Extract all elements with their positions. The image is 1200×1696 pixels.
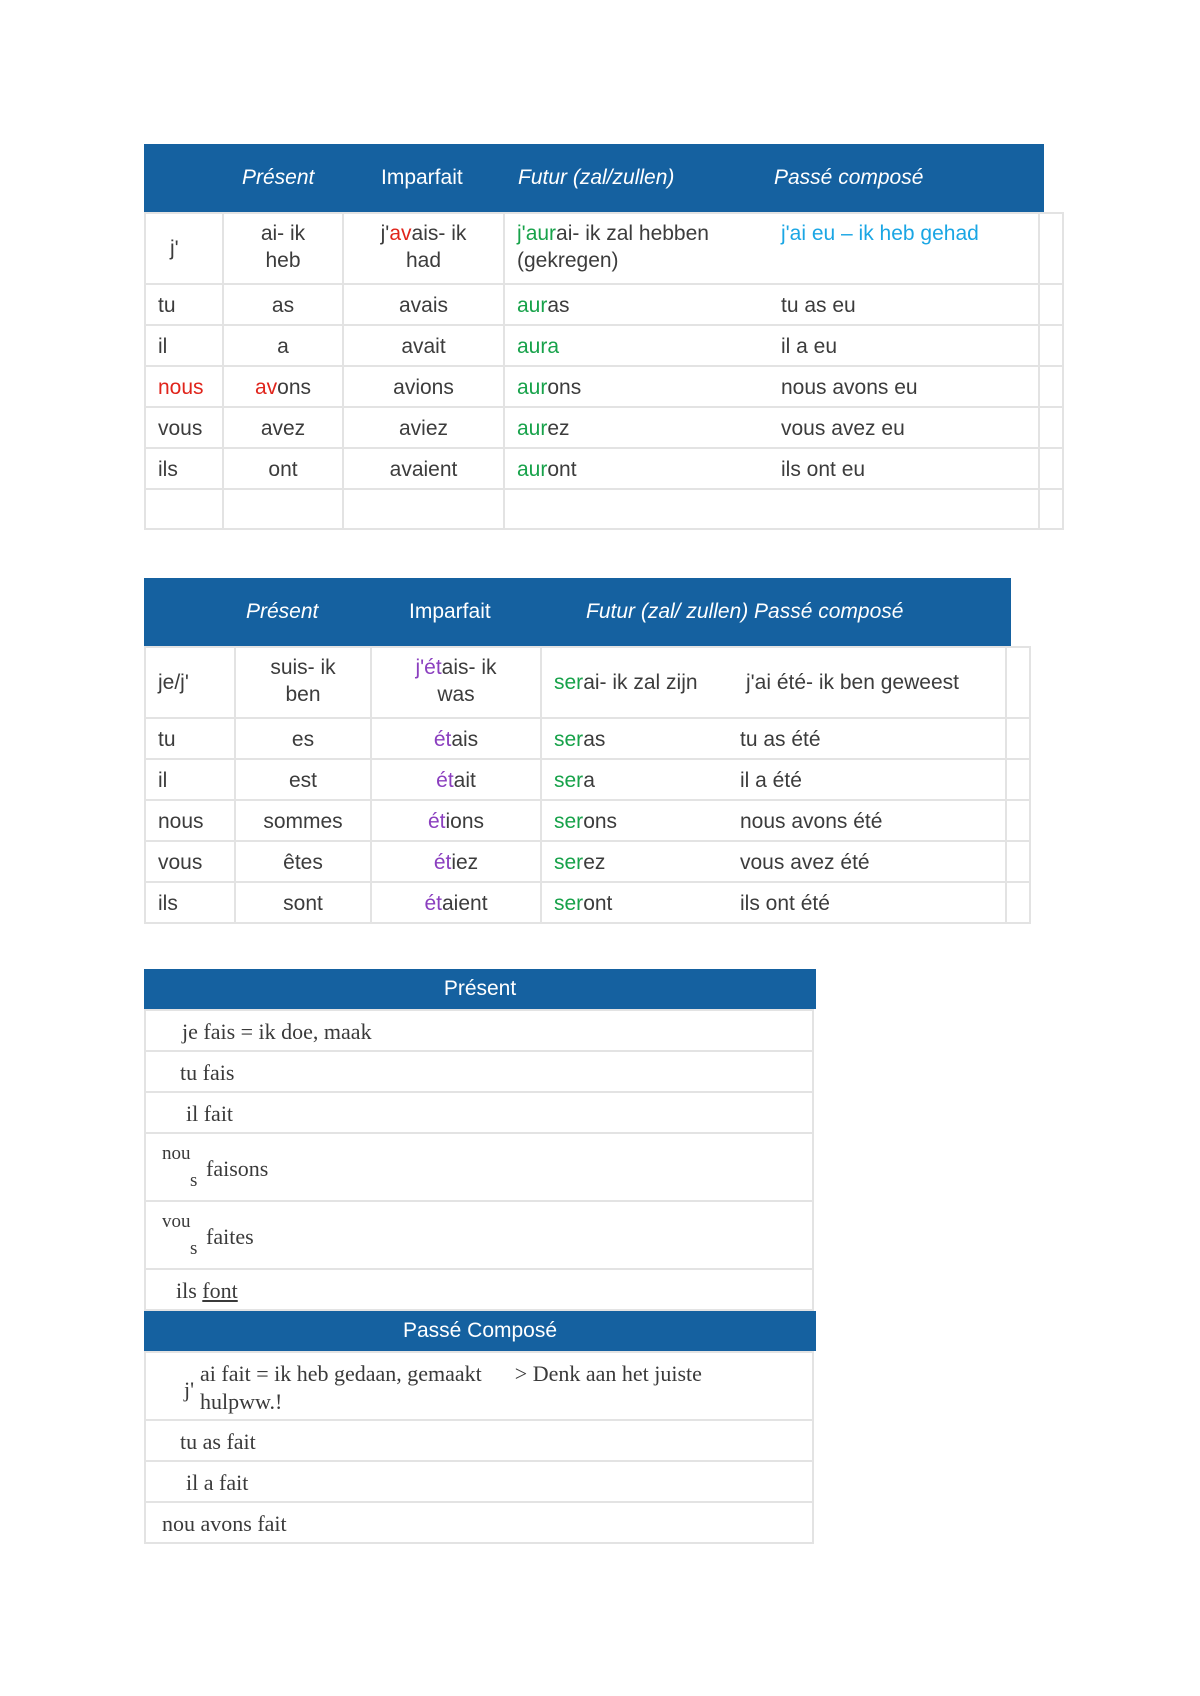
- etre-cell: [1005, 758, 1031, 801]
- etre-imparfait-end: ait: [453, 769, 476, 792]
- faire-passe-je-text2: hulpww.!: [200, 1389, 283, 1414]
- etre-imparfait-end: aient: [441, 892, 488, 915]
- avoir-imparfait: [344, 220, 503, 274]
- etre-futur-stem: ser: [554, 728, 584, 751]
- avoir-cell: [222, 212, 344, 285]
- etre-imparfait: [372, 808, 540, 835]
- avoir-cell: [222, 283, 344, 326]
- faire-vous-a: vou: [162, 1211, 191, 1232]
- etre-cell: [540, 799, 1007, 842]
- avoir-passe: vous avez eu: [781, 417, 905, 440]
- etre-cell: [144, 881, 236, 924]
- etre-futur-end: a: [583, 769, 595, 792]
- faire-ils-pron: ils: [176, 1278, 203, 1303]
- avoir-present: a: [277, 335, 289, 358]
- avoir-cell: [222, 324, 344, 367]
- etre-pronoun: nous: [158, 810, 204, 833]
- etre-cell: [370, 881, 542, 924]
- avoir-cell: [342, 365, 505, 408]
- etre-futur-stem: ser: [554, 851, 584, 874]
- avoir-cell: [144, 324, 224, 367]
- etre-imparfait: [372, 726, 540, 753]
- avoir-cell: [503, 488, 1040, 530]
- avoir-imparfait: avaient: [389, 458, 458, 481]
- etre-cell: [144, 717, 236, 760]
- avoir-futur-stem: aur: [517, 335, 548, 358]
- faire-nous-a: nou: [162, 1143, 191, 1164]
- etre-imparfait-stem: ét: [424, 892, 442, 915]
- avoir-cell: [1038, 406, 1064, 449]
- etre-pronoun: vous: [158, 851, 203, 874]
- etre-header: [144, 578, 1011, 646]
- etre-futur-end: ons: [583, 810, 618, 833]
- faire-je: je fais = ik doe, maak: [182, 1019, 372, 1044]
- etre-cell: [234, 646, 372, 719]
- avoir-passe: nous avons eu: [781, 376, 918, 399]
- avoir-futur-stem: aur: [517, 417, 548, 440]
- etre-cell: [144, 840, 236, 883]
- etre-cell: [234, 881, 372, 924]
- etre-cell: [234, 799, 372, 842]
- avoir-imparfait-mark: av: [389, 222, 412, 245]
- etre-imparfait: [372, 767, 540, 794]
- avoir-cell: [1038, 283, 1064, 326]
- avoir-present-mark: av: [254, 376, 278, 399]
- avoir-passe: tu as eu: [781, 294, 856, 317]
- etre-imparfait-stem: ét: [433, 728, 452, 751]
- etre-cell: [540, 840, 1007, 883]
- etre-cell: [370, 758, 542, 801]
- etre-imparfait-stem: ét: [427, 810, 446, 833]
- faire-present-header: Présent: [144, 969, 816, 1009]
- faire-passe-row-tu: [144, 1419, 814, 1462]
- avoir-header-present: Présent: [242, 166, 315, 189]
- avoir-cell: [503, 212, 1040, 285]
- etre-passe: vous avez été: [740, 851, 870, 874]
- avoir-futur-end: ont: [547, 458, 577, 481]
- etre-imparfait-prefix: j': [415, 656, 425, 679]
- etre-cell: [370, 840, 542, 883]
- etre-cell: [540, 881, 1007, 924]
- etre-cell: [370, 717, 542, 760]
- avoir-futur-stem: aur: [517, 458, 548, 481]
- avoir-header: [144, 144, 1044, 212]
- avoir-cell: [144, 447, 224, 490]
- avoir-cell: [144, 406, 224, 449]
- avoir-cell: [144, 283, 224, 326]
- etre-futur: [554, 726, 605, 753]
- avoir-present: as: [271, 294, 295, 317]
- avoir-futur-end: ons: [547, 376, 582, 399]
- avoir-futur-end: ez: [547, 417, 570, 440]
- etre-cell: [540, 758, 1007, 801]
- faire-ils: [176, 1278, 238, 1304]
- etre-imparfait: [372, 890, 540, 917]
- etre-present: sont: [283, 892, 323, 915]
- etre-futur-stem: ser: [554, 892, 584, 915]
- etre-futur-end: ez: [583, 851, 606, 874]
- faire-vous-b: s: [190, 1238, 198, 1259]
- avoir-imparfait: aviez: [398, 417, 449, 440]
- etre-cell: [144, 758, 236, 801]
- avoir-cell: [342, 488, 505, 530]
- etre-cell: [234, 717, 372, 760]
- etre-futur-stem: ser: [554, 671, 584, 694]
- avoir-futur: [517, 220, 757, 274]
- etre-imparfait: [372, 849, 540, 876]
- faire-tu: tu fais: [180, 1060, 235, 1085]
- faire-passe-row-je: [144, 1351, 814, 1421]
- etre-present: êtes: [283, 851, 323, 874]
- etre-imparfait-end: iez: [451, 851, 479, 874]
- etre-cell: [234, 840, 372, 883]
- etre-passe: il a été: [740, 769, 802, 792]
- avoir-passe: j'ai eu – ik heb gehad: [781, 222, 979, 245]
- avoir-cell: [1038, 365, 1064, 408]
- avoir-futur: [517, 415, 570, 442]
- etre-present: es: [291, 728, 315, 751]
- avoir-imparfait: avait: [401, 335, 446, 358]
- avoir-passe: il a eu: [781, 335, 838, 358]
- faire-passe-row-nous: [144, 1501, 814, 1544]
- avoir-imparfait: avais: [398, 294, 449, 317]
- faire-row-vous: [144, 1200, 814, 1270]
- avoir-cell: [342, 283, 505, 326]
- etre-cell: [1005, 881, 1031, 924]
- etre-imparfait-stem: ét: [436, 769, 454, 792]
- avoir-header-futur: Futur (zal/zullen): [518, 166, 675, 189]
- avoir-cell: [342, 212, 505, 285]
- etre-header-imparfait: Imparfait: [409, 600, 491, 623]
- avoir-cell: [503, 365, 1040, 408]
- faire-row-il: [144, 1091, 814, 1134]
- etre-cell: [1005, 646, 1031, 719]
- avoir-cell: [222, 488, 344, 530]
- avoir-futur-rest: ai- ik zal hebben (gekregen): [517, 222, 709, 272]
- avoir-present: ont: [268, 458, 298, 481]
- avoir-cell: [503, 447, 1040, 490]
- avoir-cell: [222, 406, 344, 449]
- etre-futur-rest: ai- ik zal zijn: [583, 671, 698, 694]
- avoir-present: avez: [260, 417, 306, 440]
- etre-passe: j'ai été- ik ben geweest: [746, 671, 959, 694]
- etre-cell: [370, 646, 542, 719]
- etre-cell: [540, 646, 1007, 719]
- etre-futur-end: as: [583, 728, 606, 751]
- faire-vous-verb: faites: [206, 1224, 254, 1249]
- faire-row-tu: [144, 1050, 814, 1093]
- faire-ils-verb: font: [202, 1278, 238, 1303]
- avoir-cell: [503, 406, 1040, 449]
- faire-row-ils: [144, 1268, 814, 1311]
- avoir-futur-stem: aur: [525, 222, 557, 245]
- etre-passe: tu as été: [740, 728, 821, 751]
- etre-futur: [554, 767, 595, 794]
- faire-nous-verb: faisons: [206, 1156, 269, 1181]
- avoir-futur-stem: aur: [517, 294, 548, 317]
- avoir-header-imparfait: Imparfait: [381, 166, 463, 189]
- faire-passe-header: Passé Composé: [144, 1311, 816, 1351]
- etre-cell: [144, 799, 236, 842]
- etre-futur-stem: ser: [554, 769, 584, 792]
- avoir-cell: [1038, 447, 1064, 490]
- avoir-pronoun: il: [158, 335, 168, 358]
- faire-passe-je-pron: j': [184, 1377, 195, 1402]
- etre-imparfait-rest: ais- ik was: [437, 656, 497, 706]
- etre-present: sommes: [263, 810, 343, 833]
- etre-cell: [1005, 717, 1031, 760]
- avoir-futur-prefix: j': [517, 222, 526, 245]
- etre-header-present: Présent: [246, 600, 319, 623]
- faire-passe-row-il: [144, 1460, 814, 1503]
- etre-pronoun: ils: [158, 892, 178, 915]
- etre-futur-stem: ser: [554, 810, 584, 833]
- avoir-futur: [517, 374, 581, 401]
- avoir-pronoun: vous: [158, 417, 203, 440]
- avoir-cell: [144, 365, 224, 408]
- avoir-cell: [342, 324, 505, 367]
- avoir-imparfait: avions: [393, 376, 454, 399]
- etre-pronoun: je/j': [158, 671, 189, 694]
- avoir-futur: [517, 456, 577, 483]
- avoir-cell: [503, 283, 1040, 326]
- etre-imparfait-stem: ét: [424, 656, 442, 679]
- avoir-cell: [1038, 324, 1064, 367]
- avoir-pronoun: ils: [158, 458, 178, 481]
- etre-futur: [554, 808, 617, 835]
- avoir-pronoun: tu: [158, 294, 176, 317]
- avoir-header-passe: Passé composé: [774, 166, 924, 189]
- etre-pronoun: tu: [158, 728, 176, 751]
- faire-passe-nous: nou avons fait: [162, 1511, 287, 1536]
- avoir-futur-end: a: [547, 335, 560, 358]
- avoir-cell: [144, 488, 224, 530]
- etre-present: est: [288, 769, 317, 792]
- etre-passe: nous avons été: [740, 810, 883, 833]
- etre-cell: [234, 758, 372, 801]
- etre-passe: ils ont été: [740, 892, 830, 915]
- etre-imparfait: [372, 654, 540, 708]
- avoir-futur: [517, 333, 559, 360]
- avoir-cell: [222, 365, 344, 408]
- avoir-futur-stem: aur: [517, 376, 548, 399]
- etre-futur: [554, 849, 605, 876]
- avoir-pronoun: nous: [158, 376, 204, 399]
- avoir-cell: [342, 406, 505, 449]
- etre-cell: [144, 646, 236, 719]
- etre-pronoun: il: [158, 769, 168, 792]
- etre-cell: [370, 799, 542, 842]
- avoir-imparfait-rest: ais- ik had: [405, 222, 467, 272]
- etre-futur-end: ont: [583, 892, 613, 915]
- etre-futur: [554, 669, 698, 696]
- avoir-present-rest: ons: [277, 376, 312, 399]
- etre-futur: [554, 890, 612, 917]
- avoir-futur: [517, 292, 570, 319]
- avoir-pronoun: j': [170, 237, 179, 260]
- avoir-imparfait-prefix: j': [380, 222, 390, 245]
- faire-passe-je-text: ai fait = ik heb gedaan, gemaakt > Denk aan het juiste: [200, 1361, 702, 1386]
- etre-cell: [1005, 799, 1031, 842]
- etre-imparfait-stem: ét: [433, 851, 452, 874]
- avoir-passe: ils ont eu: [781, 458, 866, 481]
- etre-cell: [1005, 840, 1031, 883]
- avoir-cell: [1038, 488, 1064, 530]
- faire-row-je: [144, 1009, 814, 1052]
- etre-imparfait-end: ais: [451, 728, 479, 751]
- avoir-cell: [342, 447, 505, 490]
- avoir-cell: [222, 447, 344, 490]
- etre-header-futur-passe: Futur (zal/ zullen) Passé composé: [586, 600, 904, 623]
- faire-nous-b: s: [190, 1170, 198, 1191]
- etre-cell: [540, 717, 1007, 760]
- avoir-futur-end: as: [547, 294, 570, 317]
- avoir-cell: [144, 212, 224, 285]
- avoir-cell: [503, 324, 1040, 367]
- avoir-cell: [1038, 212, 1064, 285]
- etre-present: suis- ik ben: [270, 656, 336, 706]
- faire-passe-il: il a fait: [186, 1470, 249, 1495]
- avoir-present: [224, 374, 342, 401]
- faire-passe-tu: tu as fait: [180, 1429, 256, 1454]
- faire-il: il fait: [186, 1101, 234, 1126]
- etre-imparfait-end: ions: [445, 810, 485, 833]
- avoir-present: ai- ik heb: [260, 222, 306, 272]
- faire-row-nous: [144, 1132, 814, 1202]
